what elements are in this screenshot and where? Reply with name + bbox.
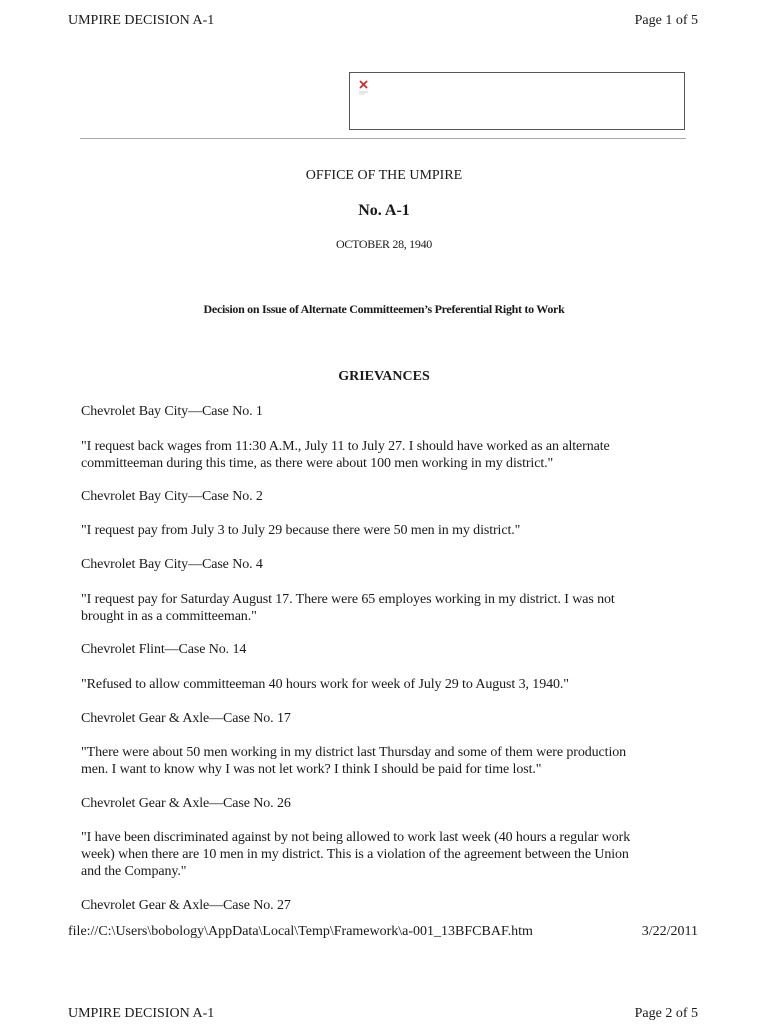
case-label: Chevrolet Gear & Axle—Case No. 26 — [81, 796, 291, 811]
quote-line: committeeman during this time, as there were about 100 men working in my district." — [81, 456, 554, 471]
quote-line: and the Company." — [81, 864, 187, 879]
page-header-page-number: Page 2 of 5 — [634, 1006, 698, 1021]
quote-line: "I have been discriminated against by not being allowed to work last week (40 hours a regular work — [81, 830, 631, 845]
case-quote — [81, 744, 701, 778]
case-label: Chevrolet Gear & Axle—Case No. 17 — [81, 711, 291, 726]
page-header-title: UMPIRE DECISION A-1 — [68, 13, 215, 28]
case-quote: "Refused to allow committeeman 40 hours work for week of July 29 to August 3, 1940." — [81, 677, 569, 692]
case-quote: "I request pay from July 3 to July 29 because there were 50 men in my district." — [81, 523, 521, 538]
decision-title: Decision on Issue of Alternate Committeemen’s Preferential Right to Work — [203, 302, 565, 316]
horizontal-rule — [80, 138, 686, 139]
case-quote — [81, 591, 701, 625]
quote-line: "There were about 50 men working in my district last Thursday and some of them were production — [81, 745, 627, 760]
page-header-title: UMPIRE DECISION A-1 — [68, 1006, 215, 1021]
case-label: Chevrolet Flint—Case No. 14 — [81, 642, 247, 657]
case-quote — [81, 438, 701, 472]
page-footer-file-path: file://C:\Users\bobology\AppData\Local\Temp\Framework\a-001_13BFCBAF.htm — [68, 924, 533, 939]
quote-line: "I request pay for Saturday August 17. There were 65 employes working in my district. I was not — [81, 592, 615, 607]
case-label: Chevrolet Bay City—Case No. 4 — [81, 557, 263, 572]
page-header-page-number: Page 1 of 5 — [634, 13, 698, 28]
quote-line: brought in as a committeeman." — [81, 609, 257, 624]
decision-number: No. A-1 — [358, 202, 410, 219]
decision-date: OCTOBER 28, 1940 — [336, 237, 432, 251]
case-label: Chevrolet Bay City—Case No. 1 — [81, 404, 263, 419]
broken-image-placeholder — [349, 72, 685, 130]
case-label: Chevrolet Bay City—Case No. 2 — [81, 489, 263, 504]
quote-line: "I request back wages from 11:30 A.M., July 11 to July 27. I should have worked as an alternate — [81, 439, 610, 454]
section-heading-grievances: GRIEVANCES — [338, 369, 430, 384]
quote-line: men. I want to know why I was not let work? I think I should be paid for time lost." — [81, 762, 542, 777]
office-heading: OFFICE OF THE UMPIRE — [305, 168, 463, 183]
page-footer-date: 3/22/2011 — [641, 924, 698, 939]
broken-image-icon — [358, 79, 369, 95]
case-quote — [81, 829, 701, 880]
quote-line: week) when there are 10 men in my district. This is a violation of the agreement between the Union — [81, 847, 629, 862]
case-label: Chevrolet Gear & Axle—Case No. 27 — [81, 898, 291, 913]
